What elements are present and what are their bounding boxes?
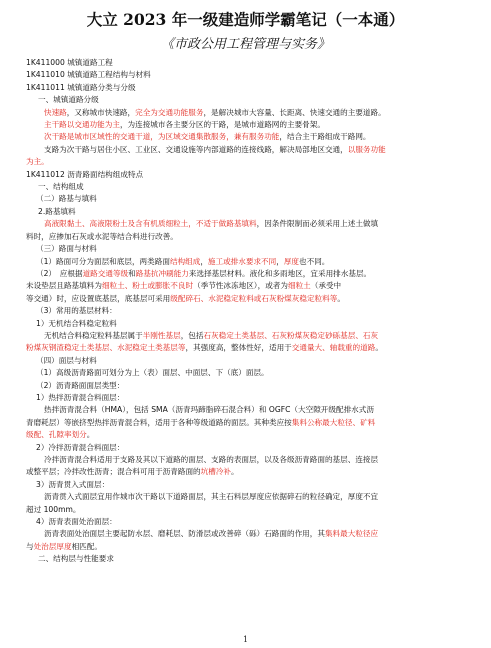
text-segment: ， [200,256,208,266]
highlight-text: 交通量大、轴载重的道路 [291,343,376,353]
text-segment: 超过 100mm。 [26,504,81,514]
document-title: 大立 2023 年一级建造师学霸笔记（一本通） [86,10,405,29]
text-segment: 支路为次干路与居住小区、工业区、交通设施等内部道路的连接线路，解决局部地区交通， [44,144,348,154]
highlight-text: 以服务功能 [347,144,386,154]
paragraph-line [26,107,476,119]
text-segment: 4）沥青表面处治面层： [36,517,117,527]
highlight-text: 道路交通等级 [82,268,129,278]
paragraph-line [26,280,476,292]
text-segment: ，因条件限制而必须采用上述土做填 [256,219,379,229]
notes-body [26,57,476,566]
sub-heading [26,516,476,528]
paragraph-line [26,466,476,478]
paragraph-line [26,218,476,230]
paragraph-line [26,256,476,268]
highlight-text: 为主。 [26,157,49,167]
highlight-text: 细粒土 [287,281,311,291]
text-segment: ， [276,256,284,266]
sub-heading [26,181,476,193]
paragraph-line [26,404,476,416]
highlight-text: 石灰稳定土类基层、石灰粉煤灰稳定砂砾基层、石灰 [203,330,379,340]
text-segment: ，又称城市快速路， [66,107,136,117]
highlight-text: 处治层厚度 [33,541,72,551]
section-heading [26,57,476,69]
page-number: 1 [242,635,249,644]
paragraph-line [26,504,476,516]
paragraph-line [26,156,476,168]
highlight-text: 厚度 [283,256,300,266]
text-segment: 一、城镇道路分级 [38,95,99,105]
sub-heading [26,94,476,106]
sub-heading [26,193,476,205]
sub-heading [26,355,476,367]
text-segment: （四）面层与材料 [36,355,97,365]
text-segment: 。 [337,293,345,303]
highlight-text: 级配碎石、水泥稳定粒料或石灰粉煤灰稳定粒料等 [170,293,338,303]
text-segment: 或整平层；冷拌改性沥青；混合料可用于沥青路面的 [26,467,201,477]
paragraph-line [26,131,476,143]
text-segment: 沥青贯入式面层宜用作城市次干路以下道路面层，其主石料层厚度应依据碎石的粒径确定，厚度不宜 [44,492,379,502]
sub-heading [26,305,476,317]
sub-heading [26,553,476,565]
paragraph-line [26,429,476,441]
text-segment: （二）路基与填料 [36,194,97,204]
text-segment: （2）沥青路面面层类型： [36,380,125,390]
text-segment: 1K411012 沥青路面结构组成特点 [26,169,144,179]
paragraph-line [26,541,476,553]
text-segment: 无机结合料稳定粒料基层属于 [44,330,143,340]
document-subtitle: 《市政公用工程管理与实务》 [160,37,330,52]
text-segment: （1）高级沥青路面可划分为上（表）面层、中面层、下（底）面层。 [36,368,269,378]
text-segment: 与 [26,541,34,551]
text-segment: 二、结构层与性能要求 [38,554,114,564]
highlight-text: 主干路以交通功能为主 [44,120,120,130]
text-segment: 1K411011 城镇道路分类与分级 [26,82,136,92]
text-segment: 2）冷拌沥青混合料面层： [36,442,125,452]
sub-heading [26,479,476,491]
text-segment: （季节性冰冻地区），或者为 [193,281,288,291]
text-segment: 1）无机结合料稳定粒料 [36,318,117,328]
sub-heading [26,206,476,218]
section-heading [26,69,476,81]
highlight-text: 高液限黏土、高液限粉土及含有机质细粒土，不适于做路基填料 [44,219,257,229]
highlight-text: 完全为交通功能服务 [135,107,204,117]
text-segment: ，为连接城市各主要分区的干路，是城市道路网的主要骨架。 [119,120,325,130]
paragraph-line [26,454,476,466]
highlight-text: 级配、孔隙率划分 [26,430,87,440]
highlight-text: 细粒土、粉土或膨胀不良时 [101,281,194,291]
text-segment: （三）路面与材料 [36,244,97,254]
paragraph-line [26,528,476,540]
paragraph-line [26,231,476,243]
highlight-text: 次干路是城市区域性的交通干道，为区域交通集散服务， [44,132,234,142]
text-segment: 冷拌沥青混合料适用于支路及其以下道路的面层、支路的表面层，以及各级沥青路面的基层、连接层 [44,455,379,464]
text-segment: 2.路基填料 [38,206,76,216]
text-segment: 沥青表面处治面层主要起防水层、磨耗层、防滑层或改善碎（砾）石路面的作用，其 [44,529,325,539]
text-segment: 来选择基层材料。液化和多雨地区，宜采用排水基层。 [188,268,372,278]
text-segment: 。 [86,430,95,440]
paragraph-line [26,342,476,354]
highlight-text: 快速路 [44,107,67,117]
paragraph-line [26,119,476,131]
highlight-text: 结构组成 [169,256,201,266]
text-segment: 。 [375,343,383,353]
text-segment: 1K411010 城镇道路工程结构与材料 [26,70,151,80]
text-segment: 青磨耗层）等嵌挤型热拌沥青混合料，适用于各种等级道路的面层。其种类应按 [26,417,292,427]
text-segment: 一、结构组成 [38,182,84,192]
text-segment: 热拌沥青混合料（HMA），包括 SMA（沥青玛蹄脂碎石混合料）和 OGFC（大空隙开级配排水式沥 [44,405,374,415]
text-segment: （2） 应根据 [36,268,83,278]
sub-heading [26,442,476,454]
section-heading [26,82,476,94]
text-segment: 。 [231,467,239,477]
text-segment: 和 [128,268,136,278]
text-segment: （3）常用的基层材料： [36,306,117,316]
highlight-text: 坑槽冷补 [200,467,232,477]
text-segment: 1K411000 城镇道路工程 [26,58,113,67]
highlight-text: 路基抗冲刷能力 [135,268,189,278]
sub-heading [26,380,476,392]
highlight-text: 半刚性基层 [142,330,181,340]
paragraph-line [26,330,476,342]
paragraph-line [26,293,476,305]
text-segment: 相匹配。 [71,541,102,551]
paragraph-line [26,417,476,429]
text-segment: 也不同。 [299,256,330,266]
text-segment: ，是解决城市大容量、长距离、快速交通的主要道路。 [203,107,386,117]
highlight-text: 粉煤灰钢渣稳定土类基层、水泥稳定土类基层等 [26,343,186,353]
section-heading [26,169,476,181]
text-segment: 料时，应掺加石灰或水泥等结合料进行改善。 [26,231,178,241]
highlight-text: 兼有服务功能 [233,132,280,142]
text-segment: ，结合主干路组成干路网。 [279,132,371,142]
highlight-text: 集料公称最大粒径、矿料 [291,417,376,427]
text-segment: （承受中 [310,281,342,291]
text-segment: 3）沥青贯入式面层： [36,479,110,489]
sub-heading [26,318,476,330]
paragraph-line [26,268,476,280]
text-segment: 未设垫层且路基填料为 [26,281,102,291]
text-segment: ，其强度高，整体性好，适用于 [185,343,292,353]
text-segment: ，包括 [180,330,204,340]
text-segment: （1）路面可分为面层和底层，两类路面 [36,256,170,266]
sub-heading [26,243,476,255]
text-segment: 1）热拌沥青混合料面层： [36,392,125,402]
highlight-text: 集料最大粒径应 [324,529,379,539]
highlight-text: 施工或排水要求不同 [207,256,277,266]
text-segment: 等交通）时，应设置底基层，底基层可采用 [26,293,171,303]
paragraph-line [26,367,476,379]
paragraph-line [26,491,476,503]
paragraph-line [26,144,476,156]
sub-heading [26,392,476,404]
